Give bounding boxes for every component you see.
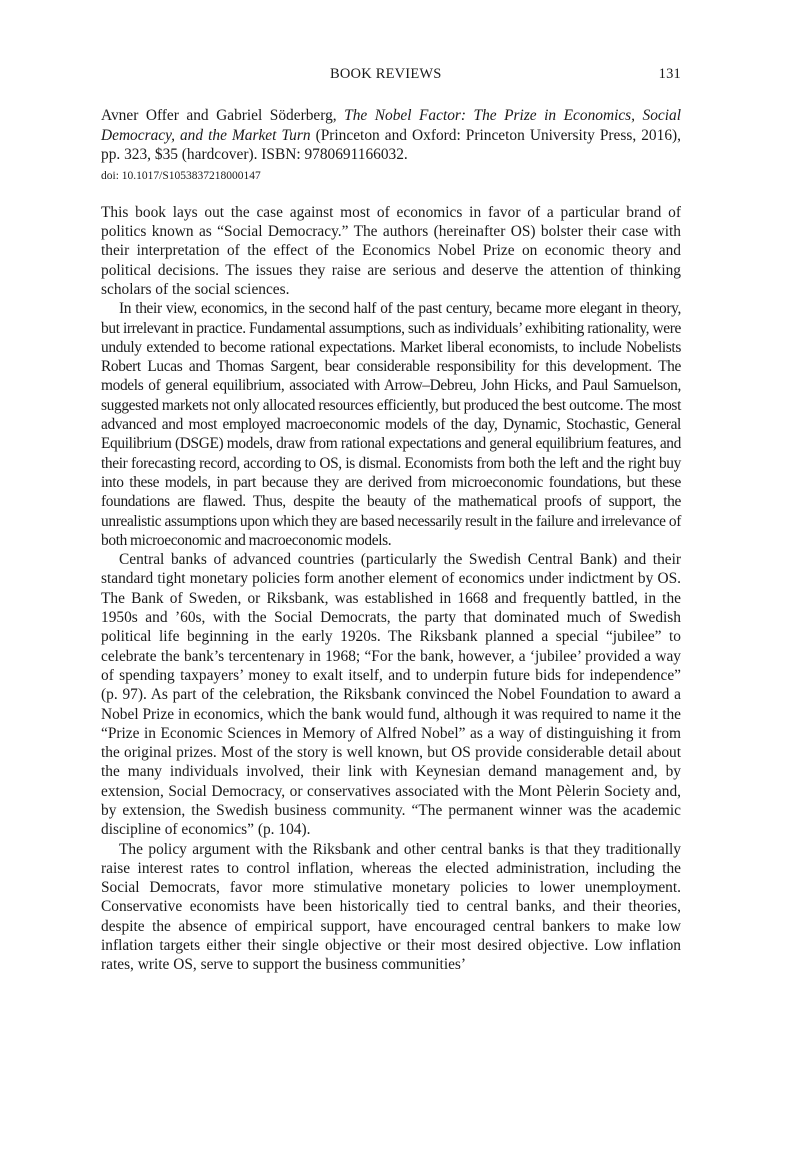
review-body	[101, 203, 681, 975]
book-review-page	[101, 66, 681, 975]
running-head-title: BOOK REVIEWS	[330, 66, 442, 82]
paragraph-4: The policy argument with the Riksbank and other central banks is that they traditionally raise interest rates to control inflation, whereas the elected administration, including the Social Democrats, favor more stimulative monetary policies to lower unemployment. Conservative economists have been historically tied to central banks, and their theories, despite the absence of empirical support, have encouraged central bankers to make low inflation targets either their single objective or their most desired objective. Low inflation rates, write OS, serve to support the business communities’	[101, 840, 681, 974]
citation-book-title: The Nobel Factor: The Prize in Economics, Social Democracy, and the Market Turn	[101, 107, 682, 144]
citation-authors: Avner Offer and Gabriel Söderberg,	[101, 107, 345, 124]
page-number: 131	[658, 66, 681, 82]
running-head	[101, 66, 681, 86]
doi: doi: 10.1017/S1053837218000147	[101, 169, 261, 182]
paragraph-1: This book lays out the case against most of economics in favor of a particular brand of politics known as “Social Democracy.” The authors (hereinafter OS) bolster their case with their interpretation of the effect of the Economics Nobel Prize on economic theory and political decisions. The issues they raise are serious and deserve the attention of thinking scholars of the social sciences.	[101, 203, 681, 298]
book-citation	[101, 106, 681, 165]
paragraph-3: Central banks of advanced countries (particularly the Swedish Central Bank) and their standard tight monetary policies form another element of economics under indictment by OS. The Bank of Sweden, or Riksbank, was established in 1668 and frequently battled, in the 1950s and ’60s, with the Social Democrats, the party that dominated much of Swedish political life beginning in the early 1920s. The Riksbank planned a special “jubilee” to celebrate the bank’s tercentenary in 1968; “For the bank, however, a ‘jubilee’ provided a way of spending taxpayers’ money to exalt itself, and to underpin future bids for independence” (p. 97). As part of the celebration, the Riksbank convinced the Nobel Foundation to award a Nobel Prize in economics, which the bank would fund, although it was required to name it the “Prize in Economic Sciences in Memory of Alfred Nobel” as a way of distinguishing it from the original prizes. Most of the story is well known, but OS provide considerable detail about the many individuals involved, their link with Keynesian demand management and, by extension, Social Democracy, or conservatives associated with the Mont Pèlerin Society and, by extension, the Swedish business community. “The permanent winner was the academic discipline of economics” (p. 104).	[101, 551, 681, 839]
citation-publication: (Princeton and Oxford: Princeton University Press, 2016), pp. 323, $35 (hardcover). ISBN: 9780691166032.	[101, 126, 681, 164]
paragraph-2: In their view, economics, in the second half of the past century, became more elegant in theory, but irrelevant in practice. Fundamental assumptions, such as individuals’ exhibiting rationality, were unduly extended to become rational expectations. Market liberal economists, to include Nobelists Robert Lucas and Thomas Sargent, bear considerable responsibility for this development. The models of general equilibrium, associated with Arrow–Debreu, John Hicks, and Paul Samuelson, suggested markets not only allocated resources efficiently, but produced the best outcome. The most advanced and most employed macroeconomic models of the day, Dynamic, Stochastic, General Equilibrium (DSGE) models, draw from rational expectations and general equilibrium features, and their forecasting record, according to OS, is dismal. Economists from both the left and the right buy into these models, in part because they are derived from microeconomic foundations, but these foundations are flawed. Thus, despite the beauty of the mathematical proofs of support, the unrealistic assumptions upon which they are based necessarily result in the failure and irrelevance of both microeconomic and macroeconomic models.	[101, 300, 681, 549]
